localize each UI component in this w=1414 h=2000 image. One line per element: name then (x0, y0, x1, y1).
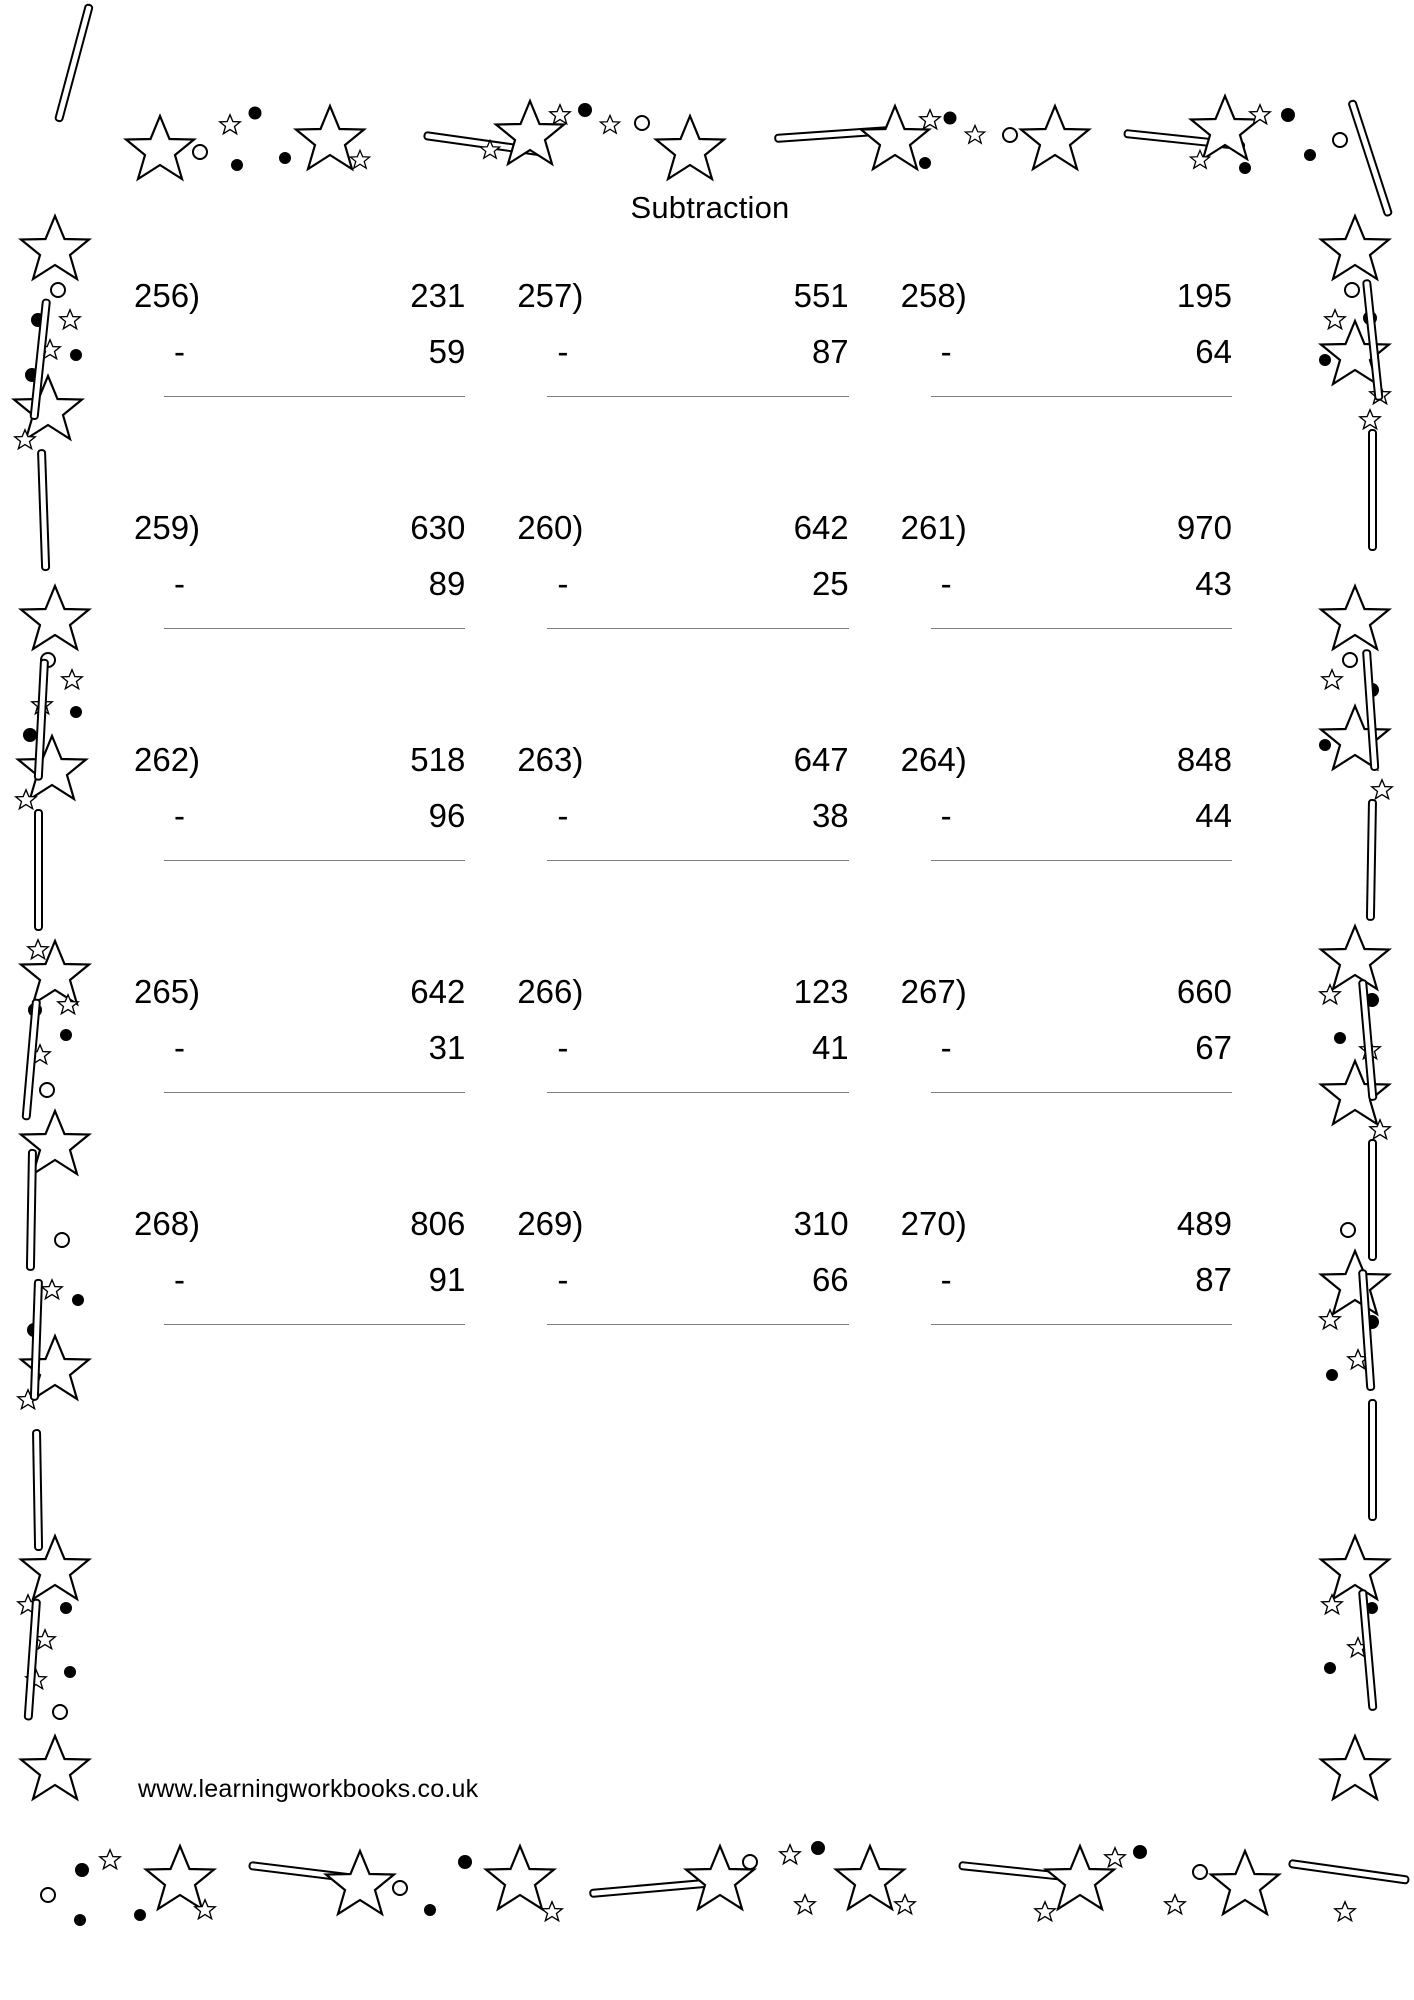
subtrahend-value: 43 (1195, 565, 1232, 602)
minuend-value: 518 (410, 741, 466, 778)
problem-256 (130, 274, 513, 506)
answer-line[interactable] (547, 1092, 848, 1093)
minuend-value: 231 (410, 277, 466, 314)
operator-sign: - (174, 565, 185, 602)
problem-row (130, 970, 1280, 1202)
problem-number: 266) (517, 973, 584, 1010)
operator-sign: - (940, 797, 952, 834)
operator-sign: - (557, 1261, 569, 1298)
problem-number: 265) (134, 973, 201, 1010)
subtrahend-value: 67 (1195, 1029, 1232, 1066)
subtrahend-value: 91 (428, 1261, 466, 1298)
problem-260 (513, 506, 896, 738)
problems-grid (130, 274, 1280, 1434)
subtrahend-value: 41 (811, 1029, 849, 1066)
subtrahend-value: 25 (811, 565, 849, 602)
minuend-value: 642 (793, 509, 849, 546)
problem-number: 268) (134, 1205, 201, 1242)
subtrahend-value: 31 (428, 1029, 466, 1066)
operator-sign: - (940, 333, 952, 370)
subtrahend-value: 44 (1195, 797, 1232, 834)
problem-row (130, 1202, 1280, 1434)
problem-number: 269) (517, 1205, 584, 1242)
problem-267 (897, 970, 1280, 1202)
operator-sign: - (174, 1261, 185, 1298)
problem-263 (513, 738, 896, 970)
problem-262 (130, 738, 513, 970)
answer-line[interactable] (164, 860, 465, 861)
answer-line[interactable] (931, 860, 1232, 861)
answer-line[interactable] (547, 396, 848, 397)
problem-number: 267) (900, 973, 967, 1010)
problem-265 (130, 970, 513, 1202)
problem-259 (130, 506, 513, 738)
minuend-value: 123 (793, 973, 849, 1010)
subtrahend-value: 59 (428, 333, 466, 370)
operator-sign: - (174, 333, 185, 370)
minuend-value: 806 (410, 1205, 466, 1242)
subtrahend-value: 89 (428, 565, 466, 602)
minuend-value: 310 (793, 1205, 849, 1242)
problem-270 (897, 1202, 1280, 1434)
problem-number: 258) (900, 277, 967, 314)
answer-line[interactable] (164, 628, 465, 629)
problem-257 (513, 274, 896, 506)
subtrahend-value: 66 (811, 1261, 849, 1298)
footer-url: www.learningworkbooks.co.uk (138, 1775, 479, 1803)
minuend-value: 195 (1176, 277, 1232, 314)
operator-sign: - (174, 797, 185, 834)
answer-line[interactable] (931, 1092, 1232, 1093)
problem-258 (897, 274, 1280, 506)
problem-number: 264) (900, 741, 967, 778)
problem-number: 256) (134, 277, 201, 314)
answer-line[interactable] (547, 628, 848, 629)
minuend-value: 489 (1176, 1205, 1232, 1242)
problem-number: 270) (900, 1205, 967, 1242)
subtrahend-value: 38 (811, 797, 849, 834)
minuend-value: 630 (410, 509, 466, 546)
minuend-value: 551 (793, 277, 849, 314)
problem-number: 260) (517, 509, 584, 546)
problem-number: 263) (517, 741, 584, 778)
answer-line[interactable] (164, 396, 465, 397)
answer-line[interactable] (547, 860, 848, 861)
answer-line[interactable] (164, 1324, 465, 1325)
operator-sign: - (940, 1029, 952, 1066)
worksheet-content (130, 190, 1280, 1810)
problem-row (130, 506, 1280, 738)
problem-number: 261) (900, 509, 967, 546)
operator-sign: - (557, 797, 569, 834)
answer-line[interactable] (931, 1324, 1232, 1325)
operator-sign: - (557, 565, 569, 602)
problem-number: 262) (134, 741, 201, 778)
operator-sign: - (940, 1261, 952, 1298)
operator-sign: - (174, 1029, 185, 1066)
minuend-value: 970 (1176, 509, 1232, 546)
problem-number: 257) (517, 277, 584, 314)
operator-sign: - (940, 565, 952, 602)
subtrahend-value: 96 (428, 797, 466, 834)
operator-sign: - (557, 333, 569, 370)
problem-264 (897, 738, 1280, 970)
answer-line[interactable] (164, 1092, 465, 1093)
problem-row (130, 274, 1280, 506)
problem-266 (513, 970, 896, 1202)
subtrahend-value: 64 (1195, 333, 1232, 370)
answer-line[interactable] (931, 396, 1232, 397)
problem-269 (513, 1202, 896, 1434)
problem-268 (130, 1202, 513, 1434)
subtrahend-value: 87 (1195, 1261, 1232, 1298)
minuend-value: 660 (1176, 973, 1232, 1010)
page-title: Subtraction (630, 190, 790, 225)
problem-261 (897, 506, 1280, 738)
problem-row (130, 738, 1280, 970)
operator-sign: - (557, 1029, 569, 1066)
minuend-value: 647 (793, 741, 849, 778)
minuend-value: 642 (410, 973, 466, 1010)
answer-line[interactable] (931, 628, 1232, 629)
subtrahend-value: 87 (811, 333, 849, 370)
answer-line[interactable] (547, 1324, 848, 1325)
minuend-value: 848 (1176, 741, 1232, 778)
problem-number: 259) (134, 509, 201, 546)
